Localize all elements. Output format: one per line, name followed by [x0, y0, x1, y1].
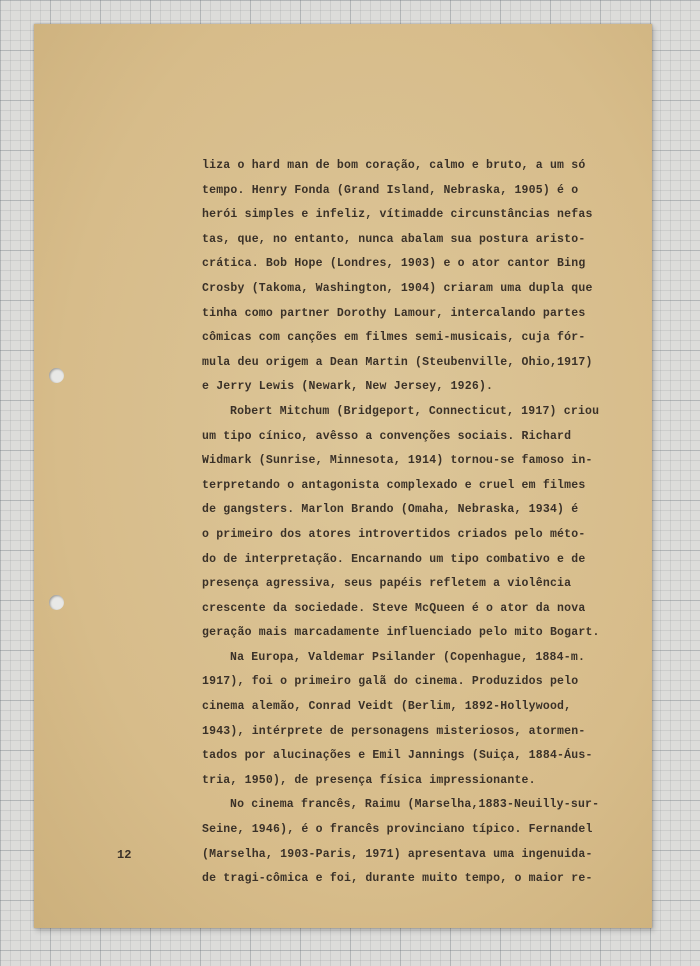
- text-line: Na Europa, Valdemar Psilander (Copenhague, 1884-m.: [230, 650, 586, 664]
- punch-hole: [49, 595, 64, 610]
- text-line: presença agressiva, seus papéis refletem a violência: [202, 577, 572, 591]
- text-line: do de interpretação. Encarnando um tipo combativo e de: [202, 552, 586, 566]
- text-line: crática. Bob Hope (Londres, 1903) e o ator cantor Bing: [202, 257, 586, 271]
- text-line: Seine, 1946), é o francês provinciano típico. Fernandel: [202, 823, 593, 837]
- text-line: cinema alemão, Conrad Veidt (Berlim, 1892-Hollywood,: [202, 700, 572, 714]
- text-line: (Marselha, 1903-Paris, 1971) apresentava uma ingenuida-: [202, 847, 593, 861]
- text-line: tempo. Henry Fonda (Grand Island, Nebraska, 1905) é o: [202, 183, 579, 197]
- text-line: crescente da sociedade. Steve McQueen é o ator da nova: [202, 601, 586, 615]
- text-line: de gangsters. Marlon Brando (Omaha, Nebraska, 1934) é: [202, 503, 579, 517]
- text-line: Widmark (Sunrise, Minnesota, 1914) tornou-se famoso in-: [202, 454, 593, 468]
- page-number: 12: [117, 848, 132, 862]
- text-line: mula deu origem a Dean Martin (Steubenville, Ohio,1917): [202, 355, 593, 369]
- text-line: terpretando o antagonista complexado e cruel em filmes: [202, 478, 586, 492]
- text-line: herói simples e infeliz, vítimadde circunstâncias nefas: [202, 208, 593, 222]
- text-line: tinha como partner Dorothy Lamour, intercalando partes: [202, 306, 586, 320]
- text-line: liza o hard man de bom coração, calmo e bruto, a um só: [202, 159, 586, 172]
- text-line: cômicas com canções em filmes semi-musicais, cuja fór-: [202, 331, 586, 345]
- text-line: um tipo cínico, avêsso a convenções sociais. Richard: [202, 429, 572, 443]
- punch-hole: [49, 368, 64, 383]
- text-line: 1943), intérprete de personagens misteriosos, atormen-: [202, 724, 586, 738]
- text-line: 1917), foi o primeiro galã do cinema. Produzidos pelo: [202, 675, 579, 689]
- text-line: e Jerry Lewis (Newark, New Jersey, 1926).: [202, 380, 494, 394]
- text-line: de tragi-cômica e foi, durante muito tempo, o maior re-: [202, 872, 593, 886]
- text-line: tria, 1950), de presença física impressionante.: [202, 773, 536, 787]
- text-line: No cinema francês, Raimu (Marselha,1883-Neuilly-sur-: [230, 798, 600, 812]
- text-line: tas, que, no entanto, nunca abalam sua postura aristo-: [202, 232, 586, 246]
- text-line: geração mais marcadamente influenciado pelo mito Bogart.: [202, 626, 600, 640]
- text-line: o primeiro dos atores introvertidos criados pelo méto-: [202, 527, 586, 541]
- text-line: tados por alucinações e Emil Jannings (Suiça, 1884-Áus-: [202, 749, 593, 763]
- text-line: Robert Mitchum (Bridgeport, Connecticut, 1917) criou: [230, 404, 600, 418]
- typewritten-page: [34, 24, 652, 928]
- typed-text-body: [202, 154, 652, 892]
- text-line: Crosby (Takoma, Washington, 1904) criaram uma dupla que: [202, 281, 593, 295]
